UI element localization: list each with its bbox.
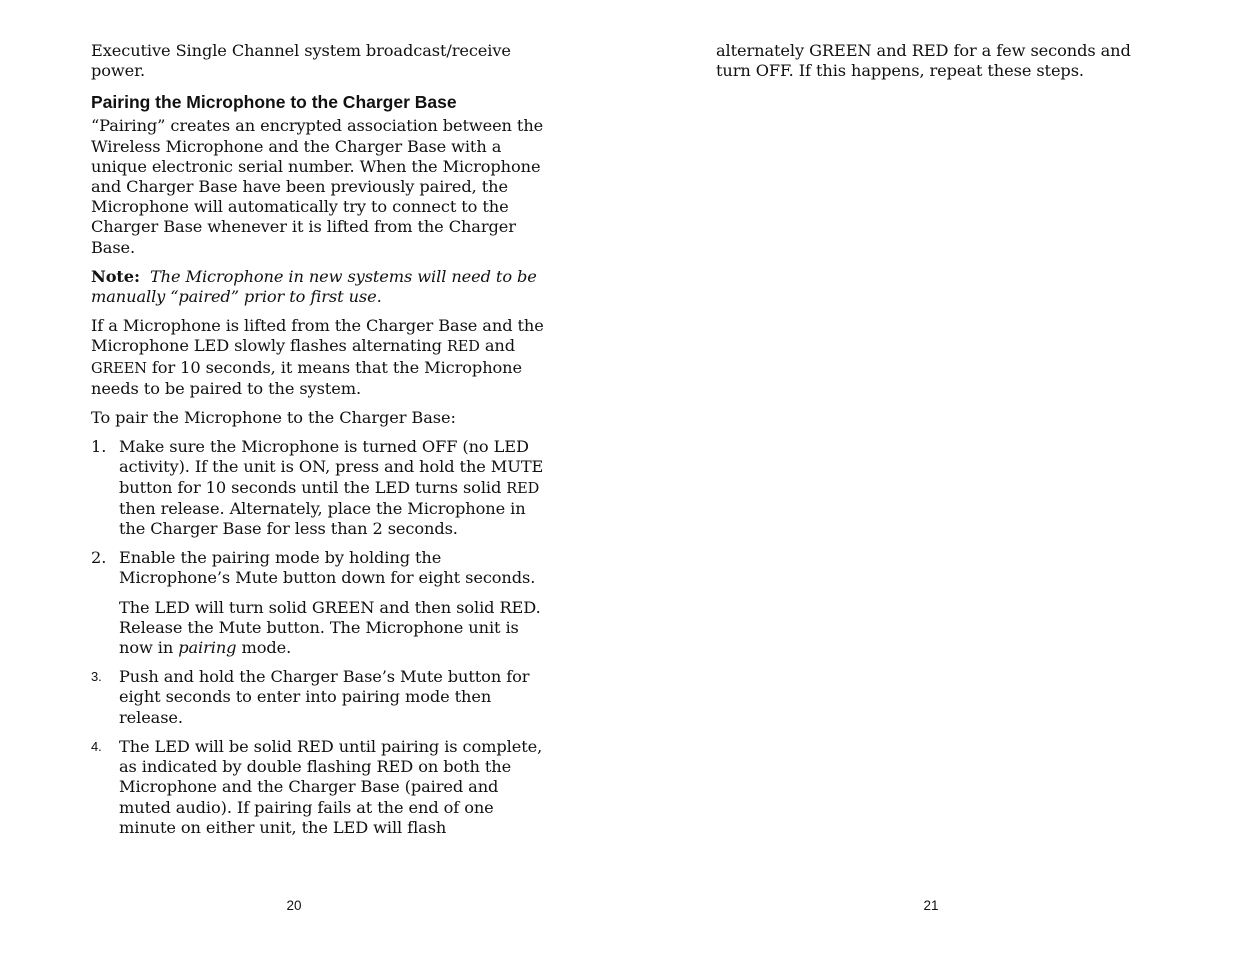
left-text-column (91, 41, 549, 847)
pairing-emphasis: pairing (178, 638, 237, 658)
section-heading: Pairing the Microphone to the Charger Base (91, 92, 457, 113)
page-number-right: 21 (923, 898, 939, 913)
step-extra-text: The LED will turn solid GREEN and then solid RED. Release the Mute button. The Microphone unit is now in (119, 597, 541, 658)
step-extra-paragraph (119, 598, 549, 659)
lifted-paragraph (91, 316, 549, 399)
step-text: then release. Alternately, place the Microphone in the Charger Base for less than 2 seconds. (119, 498, 526, 539)
step-number: 2. (91, 548, 107, 568)
lifted-text-2: for 10 seconds, it means that the Microphone needs to be paired to the system. (91, 357, 522, 398)
step-text: The LED will be solid RED until pairing is complete, as indicated by double flashing RED on both the Microphone and the Charger Base (paired and muted audio). If pairing fails at the end of one minute on either unit, the LED will flash (119, 736, 543, 837)
step-text: Push and hold the Charger Base’s Mute button for eight seconds to enter into pairing mode then release. (119, 667, 530, 727)
note-paragraph (91, 267, 549, 307)
red-word: RED (446, 339, 480, 356)
intro-paragraph: Executive Single Channel system broadcast/receive power. (91, 41, 511, 81)
and-word: and (484, 336, 515, 356)
step-number: 1. (91, 437, 107, 457)
step-number: 4. (91, 738, 102, 754)
step-number: 3. (91, 669, 102, 685)
step-item-1 (91, 437, 549, 539)
step-item-3 (91, 667, 549, 728)
green-word: GREEN (91, 360, 147, 377)
step-text: Make sure the Microphone is turned OFF (no LED activity). If the unit is ON, press and hold the MUTE button for 10 seconds until the LED turns solid (119, 437, 544, 497)
step-extra-text: mode. (241, 638, 292, 658)
step-text: Enable the pairing mode by holding the Microphone’s Mute button down for eight seconds. (119, 548, 536, 588)
step-item-4 (91, 737, 549, 838)
red-word: RED (506, 480, 540, 497)
to-pair-paragraph: To pair the Microphone to the Charger Base: (91, 408, 456, 428)
left-page (0, 0, 617, 954)
page-number-left: 20 (286, 898, 302, 913)
step-item-2 (91, 548, 549, 658)
lifted-text-1: If a Microphone is lifted from the Charger Base and the Microphone LED slowly flashes alternating (91, 316, 544, 356)
note-label: Note: (91, 266, 140, 286)
pairing-paragraph: “Pairing” creates an encrypted association between the Wireless Microphone and the Charger Base with a unique electronic serial number. When the Microphone and Charger Base have been previously paired, the Microphone will automatically try to connect to the Charger Base whenever it is lifted from the Charger Base. (91, 116, 544, 257)
note-text: The Microphone in new systems will need to be manually “paired” prior to first use. (91, 266, 537, 307)
continuation-paragraph: alternately GREEN and RED for a few seconds and turn OFF. If this happens, repeat these steps. (716, 41, 1131, 81)
pairing-steps-list (91, 437, 549, 838)
right-page (617, 0, 1235, 954)
right-text-column (716, 41, 1156, 81)
